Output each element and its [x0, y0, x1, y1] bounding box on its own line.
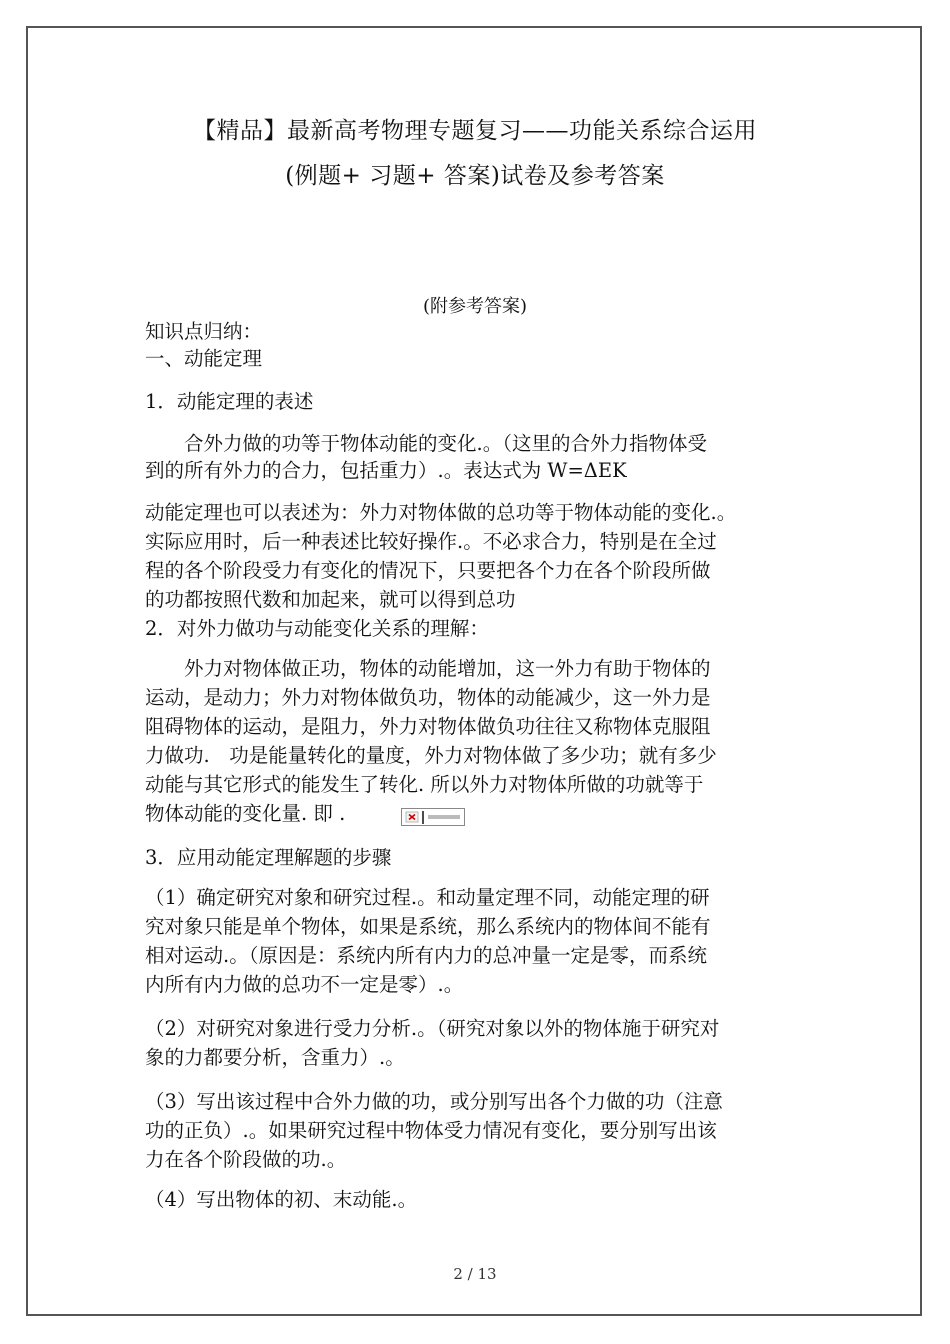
paragraph-line: 力在各个阶段做的功.。: [145, 1148, 347, 1171]
paragraph-line: 内所有内力做的总功不一定是零）.。: [145, 973, 464, 996]
paragraph-line: 相对运动.。（原因是：系统内所有内力的总冲量一定是零，而系统: [145, 944, 707, 967]
answer-note: (附参考答案): [422, 296, 528, 317]
paragraph-line: （3）写出该过程中合外力做的功，或分别写出各个力做的功（注意: [145, 1090, 723, 1113]
paragraph-line: （2）对研究对象进行受力分析.。（研究对象以外的物体施于研究对: [145, 1017, 720, 1040]
subsection-heading: 2．对外力做功与动能变化关系的理解：: [145, 617, 489, 640]
paragraph-line: 实际应用时，后一种表述比较好操作.。不必求合力，特别是在全过: [145, 530, 717, 553]
paragraph-line: 合外力做的功等于物体动能的变化.。（这里的合外力指物体受: [145, 432, 707, 455]
section-heading: 一、动能定理: [145, 347, 263, 370]
paragraph-line: 外力对物体做正功，物体的动能增加，这一外力有助于物体的: [145, 657, 711, 680]
paragraph-line: （4）写出物体的初、末动能.。: [145, 1188, 418, 1211]
paragraph-line: 动能与其它形式的能发生了转化. 所以外力对物体所做的功就等于: [145, 773, 704, 796]
paragraph-line: 的功都按照代数和加起来，就可以得到总功: [145, 588, 516, 611]
paragraph-line: 象的力都要分析，含重力）.。: [145, 1046, 405, 1069]
document-title-line1: 【精品】最新高考物理专题复习——功能关系综合运用: [193, 118, 757, 144]
paragraph-line: 力做功. 功是能量转化的量度，外力对物体做了多少功；就有多少: [145, 744, 717, 767]
paragraph-line: （1）确定研究对象和研究过程.。和动量定理不同，动能定理的研: [145, 886, 710, 909]
paragraph-line: 到的所有外力的合力，包括重力）.。表达式为 W=ΔEK: [145, 459, 627, 482]
subsection-heading: 1．动能定理的表述: [145, 390, 314, 413]
paragraph-line: 功的正负）.。如果研究过程中物体受力情况有变化，要分别写出该: [145, 1119, 717, 1142]
paragraph-line: 阻碍物体的运动，是阻力，外力对物体做负功往往又称物体克服阻: [145, 715, 711, 738]
document-title-line2: (例题+ 习题+ 答案)试卷及参考答案: [285, 163, 665, 189]
section-intro: 知识点归纳：: [145, 320, 263, 343]
page-number: 2 / 13: [453, 1265, 497, 1283]
broken-image-icon: [401, 808, 465, 826]
paragraph-line: 动能定理也可以表述为：外力对物体做的总功等于物体动能的变化.。: [145, 501, 737, 524]
paragraph-line: 物体动能的变化量. 即 .: [145, 802, 346, 825]
subsection-heading: 3．应用动能定理解题的步骤: [145, 846, 392, 869]
paragraph-line: 运动，是动力；外力对物体做负功，物体的动能减少，这一外力是: [145, 686, 711, 709]
paragraph-line: 究对象只能是单个物体，如果是系统，那么系统内的物体间不能有: [145, 915, 711, 938]
paragraph-line: 程的各个阶段受力有变化的情况下，只要把各个力在各个阶段所做: [145, 559, 711, 582]
